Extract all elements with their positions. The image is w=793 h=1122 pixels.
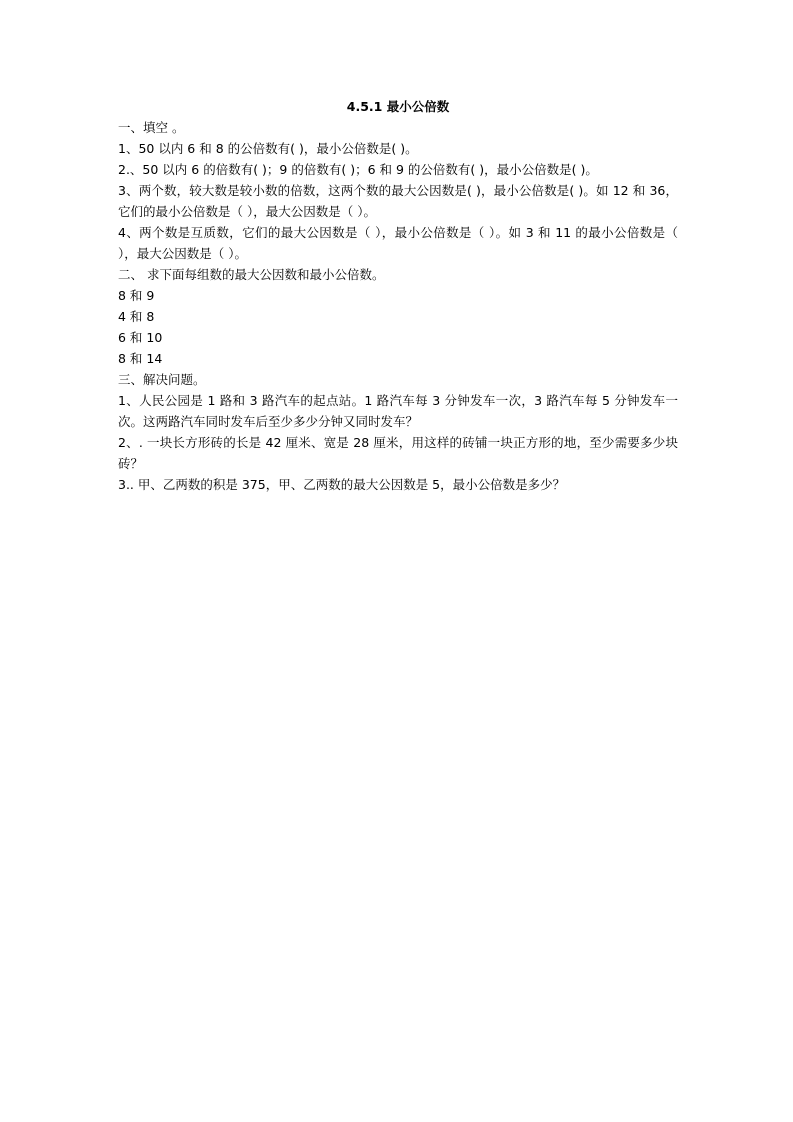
word-problem-2: 2、. 一块长方形砖的长是 42 厘米、宽是 28 厘米，用这样的砖铺一块正方形的地，至少需要多少块砖？: [118, 435, 678, 471]
word-problem-3: 3.. 甲、乙两数的积是 375，甲、乙两数的最大公因数是 5，最小公倍数是多少？: [118, 477, 566, 492]
section-1-heading: 一、填空 。: [118, 120, 185, 135]
fill-blank-question-2: 2.、50 以内 6 的倍数有( )；9 的倍数有( )；6 和 9 的公倍数有( )，最小公倍数是( )。: [118, 162, 598, 177]
number-pair-4: 8 和 14: [118, 351, 163, 366]
word-problem-1: 1、人民公园是 1 路和 3 路汽车的起点站。1 路汽车每 3 分钟发车一次，3 路汽车每 5 分钟发车一次。这两路汽车同时发车后至少多少分钟又同时发车？: [118, 393, 678, 429]
section-2-heading: 二、 求下面每组数的最大公因数和最小公倍数。: [118, 267, 385, 282]
worksheet-page: [118, 96, 678, 495]
fill-blank-question-1: 1、50 以内 6 和 8 的公倍数有( )，最小公倍数是( )。: [118, 141, 418, 156]
number-pair-2: 4 和 8: [118, 309, 155, 324]
worksheet-title: 4.5.1 最小公倍数: [346, 99, 450, 114]
number-pair-1: 8 和 9: [118, 288, 155, 303]
number-pair-3: 6 和 10: [118, 330, 163, 345]
fill-blank-question-3: 3、两个数，较大数是较小数的倍数，这两个数的最大公因数是( )，最小公倍数是( )。如 12 和 36，它们的最小公倍数是（ ），最大公因数是（ ）。: [118, 183, 678, 219]
section-3-heading: 三、解决问题。: [118, 372, 206, 387]
fill-blank-question-4: 4、两个数是互质数，它们的最大公因数是（ ），最小公倍数是（ ）。如 3 和 11 的最小公倍数是（ ），最大公因数是（ ）。: [118, 225, 678, 261]
